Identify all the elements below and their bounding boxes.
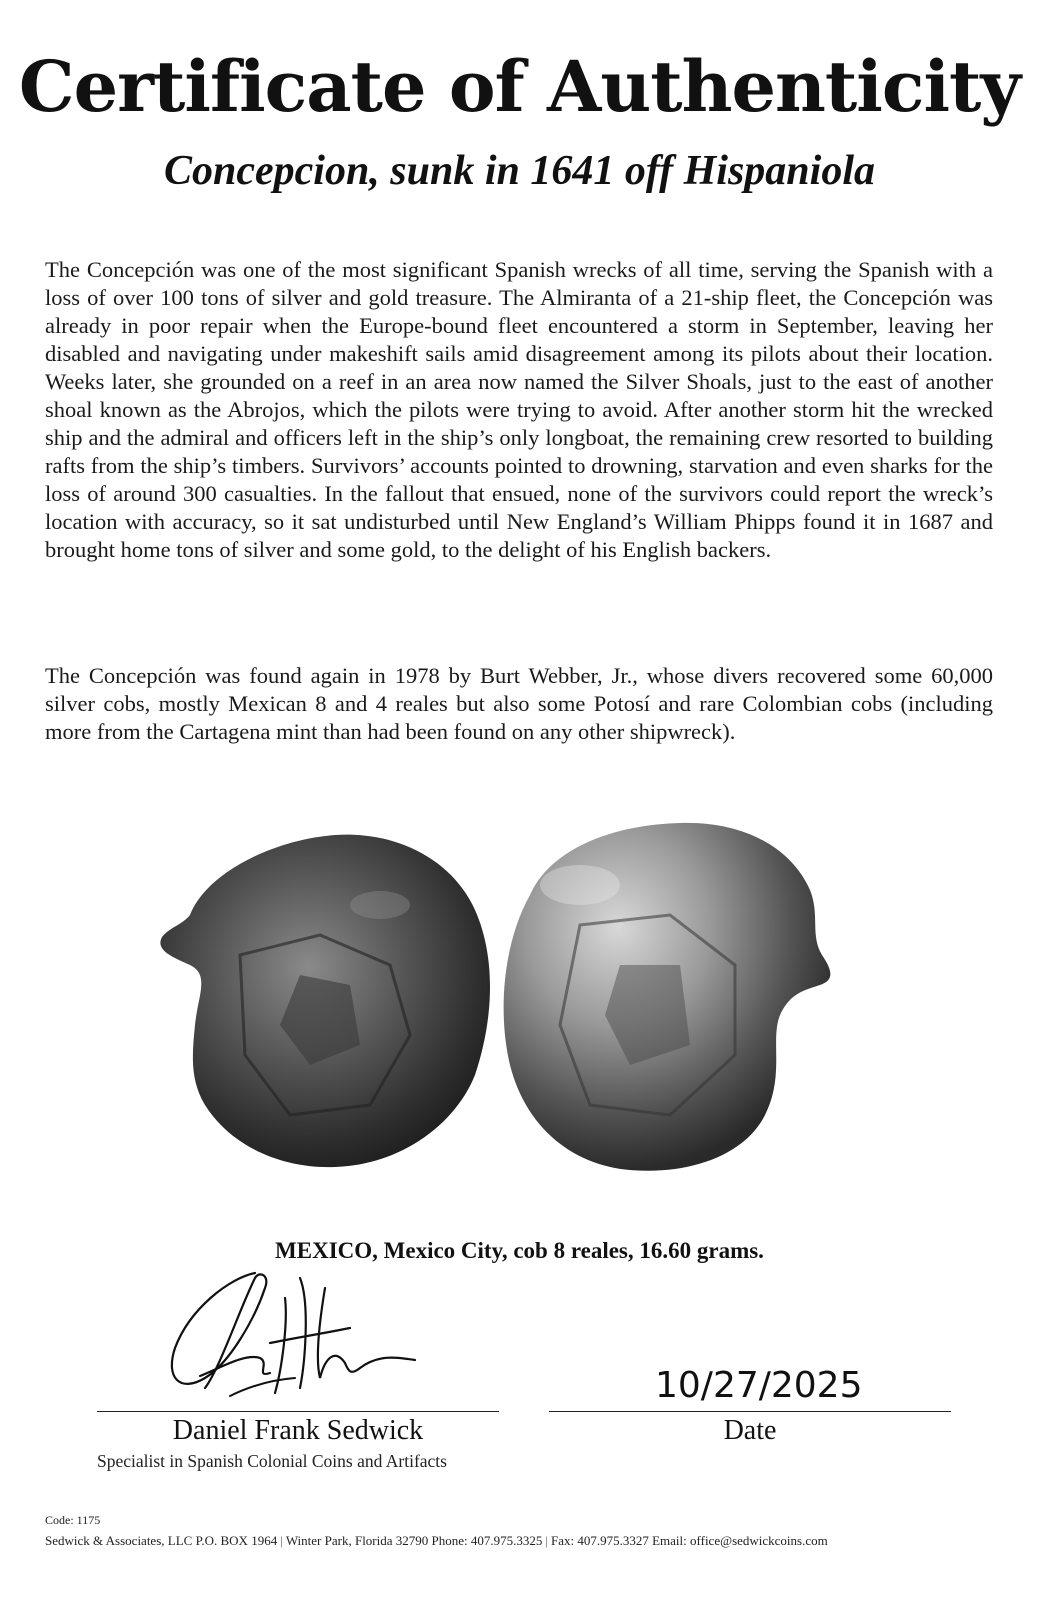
date-value: 10/27/2025 [655,1365,863,1406]
coin-images [150,815,890,1185]
certificate-title: Certificate of Authenticity [18,45,1021,128]
date-label: Date [723,1415,777,1446]
footer-contact [45,1533,1005,1549]
certificate-subtitle: Concepcion, sunk in 1641 off Hispaniola [163,148,875,194]
coin-obverse [160,835,490,1168]
signer-title: Specialist in Spanish Colonial Coins and Artifacts [97,1451,447,1471]
recovery-paragraph: The Concepción was found again in 1978 by Burt Webber, Jr., whose divers recovered some 60,000 silver cobs, mostly Mexican 8 and 4 reales but also some Potosí and rare Colombian cobs (including more from the Cartagena mint than had been found on any other shipwreck). [45,663,993,744]
history-paragraph: The Concepción was one of the most significant Spanish wrecks of all time, serving the Spanish with a loss of over 100 tons of silver and gold treasure. The Almiranta of a 21-ship fleet, the Concepción was already in poor repair when the Europe-bound fleet encountered a storm in September, leaving her disabled and navigating under makeshift sails amid disagreement among its pilots about their location. Weeks later, she grounded on a reef in an area now named the Silver Shoals, just to the east of another shoal known as the Abrojos, which the pilots were trying to avoid. After another storm hit the wrecked ship and the admiral and officers left in the ship’s only longboat, the remaining crew resorted to building rafts from the ship’s timbers. Survivors’ accounts pointed to drowning, starvation and even sharks for the loss of around 300 casualties. In the fallout that ensued, none of the survivors could report the wreck’s location with accuracy, so it sat undisturbed until New England’s William Phipps found it in 1687 and brought home tons of silver and some gold, to the delight of his English backers. [45,257,993,562]
coin-reverse [504,823,831,1171]
footer-separator: | [545,1533,548,1548]
coin-caption: MEXICO, Mexico City, cob 8 reales, 16.60 grams. [275,1238,764,1263]
footer-contact-info: Fax: 407.975.3327 Email: office@sedwickcoins.com [551,1533,828,1548]
signer-name: Daniel Frank Sedwick [172,1415,424,1446]
certificate-code: Code: 1175 [45,1513,101,1527]
footer-separator: | [280,1533,283,1548]
signature [160,1268,460,1418]
date-line [549,1411,951,1412]
footer-address: Winter Park, Florida 32790 Phone: 407.975.3325 [285,1533,543,1548]
signature-line [97,1411,499,1412]
footer-company: Sedwick & Associates, LLC P.O. BOX 1964 [45,1533,278,1548]
